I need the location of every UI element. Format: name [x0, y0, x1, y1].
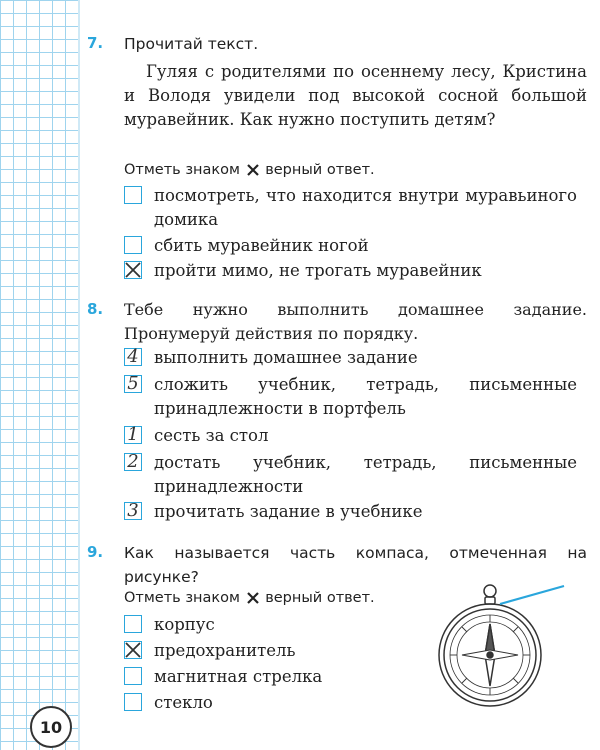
option-text: стекло [154, 693, 213, 712]
task-7-instruction: Отметь знаком верный ответ. [124, 162, 375, 178]
task-7-prompt: Прочитай текст. [124, 35, 259, 53]
task-9-number: 9. [87, 543, 104, 561]
answer-checkbox[interactable] [124, 186, 142, 204]
task-9-option-3[interactable] [124, 665, 377, 689]
order-box[interactable] [124, 426, 142, 444]
order-box[interactable] [124, 375, 142, 393]
task-7-story: Гуляя с родителями по осеннему лесу, Кристина и Володя увидели под высокой сосной большой муравейник. Как нужно поступить детям? [124, 62, 587, 129]
task-8-prompt: Тебе нужно выполнить домашнее задание. Пронумеруй действия по порядку. [124, 300, 587, 343]
cross-mark-icon [247, 164, 259, 176]
task-7 [87, 34, 587, 289]
option-text: сбить муравейник ногой [154, 236, 369, 255]
answer-checkbox[interactable] [124, 667, 142, 685]
margin-grid [0, 0, 78, 750]
handwritten-number: 5 [127, 373, 139, 394]
task-8-option-1[interactable] [124, 346, 587, 370]
option-text: сесть за стол [154, 426, 269, 445]
order-box[interactable] [124, 502, 142, 520]
order-box[interactable] [124, 348, 142, 366]
handwritten-number: 4 [127, 346, 139, 367]
pointer-line [500, 586, 564, 604]
task-9-instruction: Отметь знаком верный ответ. [124, 590, 375, 606]
option-text: пройти мимо, не трогать муравейник [154, 261, 482, 280]
option-text: прочитать задание в учебнике [154, 502, 423, 521]
option-text: посмотреть, что находится внутри муравьиного домика [154, 186, 577, 229]
answer-checkbox[interactable] [124, 236, 142, 254]
option-text: магнитная стрелка [154, 667, 323, 686]
order-box[interactable] [124, 453, 142, 471]
task-7-option-3[interactable] [124, 259, 587, 283]
margin-divider [78, 0, 80, 750]
option-text: сложить учебник, тетрадь, письменные принадлежности в портфель [154, 375, 577, 418]
compass-illustration [432, 582, 592, 707]
answer-checkbox[interactable] [124, 693, 142, 711]
answer-checkbox[interactable] [124, 615, 142, 633]
handwritten-number: 3 [127, 500, 139, 521]
cross-mark-icon [124, 261, 142, 279]
task-8-option-5[interactable] [124, 500, 587, 524]
cross-mark-icon [247, 592, 259, 604]
compass-drawing [439, 585, 541, 706]
option-text: корпус [154, 615, 215, 634]
handwritten-number: 2 [127, 451, 139, 472]
task-9-option-2[interactable] [124, 639, 377, 663]
task-7-option-2[interactable] [124, 234, 587, 258]
task-9-option-1[interactable] [124, 613, 377, 637]
task-8-option-4[interactable] [124, 451, 587, 499]
option-text: выполнить домашнее задание [154, 348, 418, 367]
task-8 [87, 300, 587, 530]
option-text: предохранитель [154, 641, 296, 660]
task-7-option-1[interactable] [124, 184, 587, 232]
page-number: 10 [30, 706, 72, 748]
task-7-number: 7. [87, 34, 104, 52]
answer-checkbox-checked[interactable] [124, 641, 142, 659]
cross-mark-icon [124, 641, 142, 659]
task-8-option-2[interactable] [124, 373, 587, 421]
task-8-number: 8. [87, 300, 104, 318]
option-text: достать учебник, тетрадь, письменные принадлежности [154, 453, 577, 496]
handwritten-number: 1 [127, 424, 139, 445]
task-9-prompt: Как называется часть компаса, отмеченная на рисунке? [124, 544, 587, 586]
answer-checkbox-checked[interactable] [124, 261, 142, 279]
task-8-option-3[interactable] [124, 424, 587, 448]
task-9-option-4[interactable] [124, 691, 377, 715]
